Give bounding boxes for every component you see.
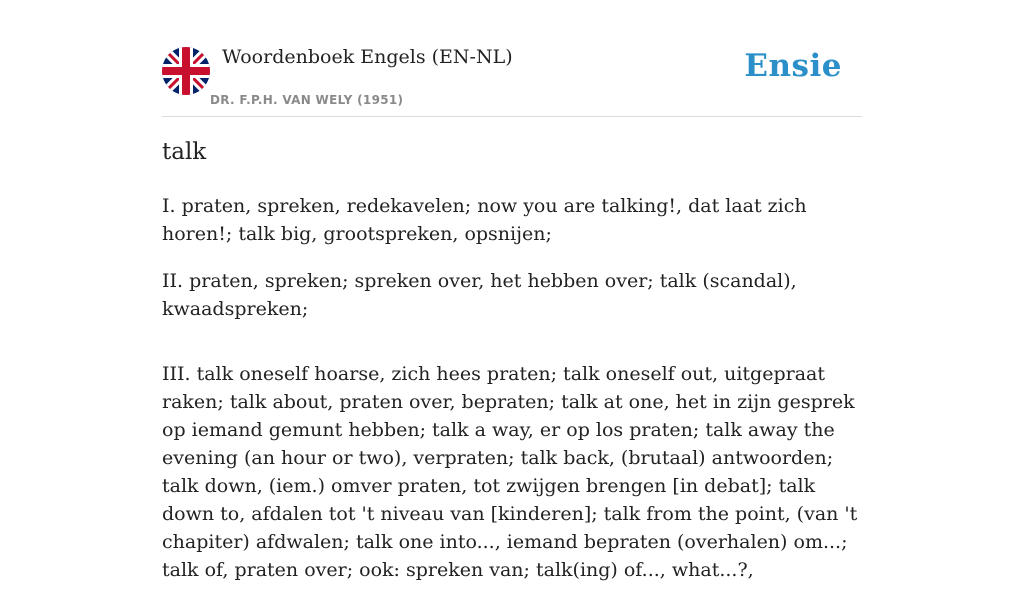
ensie-logo[interactable]: Ensie [744,48,842,84]
dictionary-author: DR. F.P.H. VAN WELY (1951) [210,93,404,107]
sense-2: II. praten, spreken; spreken over, het hebben over; talk (scandal), kwaadspreken; [162,270,797,320]
dictionary-header [162,44,862,117]
sense-1: I. praten, spreken, redekavelen; now you are talking!, dat laat zich horen!; talk big, grootspreken, opsnijen; [162,195,807,245]
uk-flag-icon [162,47,210,95]
sense-3: III. talk oneself hoarse, zich hees praten; talk oneself out, uitgepraat raken; talk about, praten over, bepraten; talk at one, het in zijn gesprek op iemand gemunt hebben; talk a way, er op los praten; talk away the evening (an hour or two), verpraten; talk back, (brutaal) antwoorden; talk down, (iem.) omver praten, tot zwijgen brengen [in debat]; talk down to, afdalen tot 't niveau van [kinderen]; talk from the point, (van 't chapiter) afdwalen; talk one into..., iemand bepraten (overhalen) om...; talk of, praten over; ook: spreken van; talk(ing) of..., what...?, [162,363,858,581]
dictionary-title[interactable]: Woordenboek Engels (EN-NL) [222,46,513,68]
entry-content [162,192,862,603]
headword: talk [162,139,207,165]
